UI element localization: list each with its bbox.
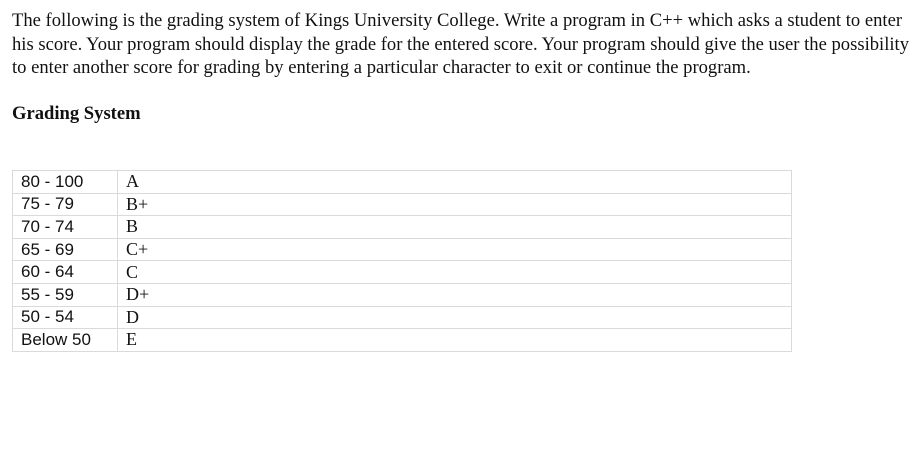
grade-cell: C (118, 261, 792, 284)
score-range-cell: 60 - 64 (13, 261, 118, 284)
score-range-cell: Below 50 (13, 329, 118, 352)
table-row (13, 171, 792, 194)
document-body (12, 9, 912, 350)
table-row (13, 283, 792, 306)
grade-cell: A (118, 171, 792, 194)
score-range-cell: 80 - 100 (13, 171, 118, 194)
score-range-cell: 55 - 59 (13, 283, 118, 306)
table-row (13, 216, 792, 239)
table-row (13, 329, 792, 352)
grading-system-heading: Grading System (12, 102, 141, 124)
grade-cell: B (118, 216, 792, 239)
intro-paragraph: The following is the grading system of Kings University College. Write a program in C++ which asks a student to enter his score. Your program should display the grade for the entered score. Your program should give the user the possibility to enter another score for grading by entering a particular character to exit or continue the program. (12, 10, 909, 78)
grade-cell: D (118, 306, 792, 329)
score-range-cell: 75 - 79 (13, 193, 118, 216)
table-row (13, 261, 792, 284)
grade-cell: D+ (118, 283, 792, 306)
grade-cell: B+ (118, 193, 792, 216)
score-range-cell: 70 - 74 (13, 216, 118, 239)
table-row (13, 193, 792, 216)
score-range-cell: 50 - 54 (13, 306, 118, 329)
table-row (13, 306, 792, 329)
grading-table (12, 170, 792, 352)
grade-cell: C+ (118, 238, 792, 261)
grade-cell: E (118, 329, 792, 352)
table-row (13, 238, 792, 261)
score-range-cell: 65 - 69 (13, 238, 118, 261)
